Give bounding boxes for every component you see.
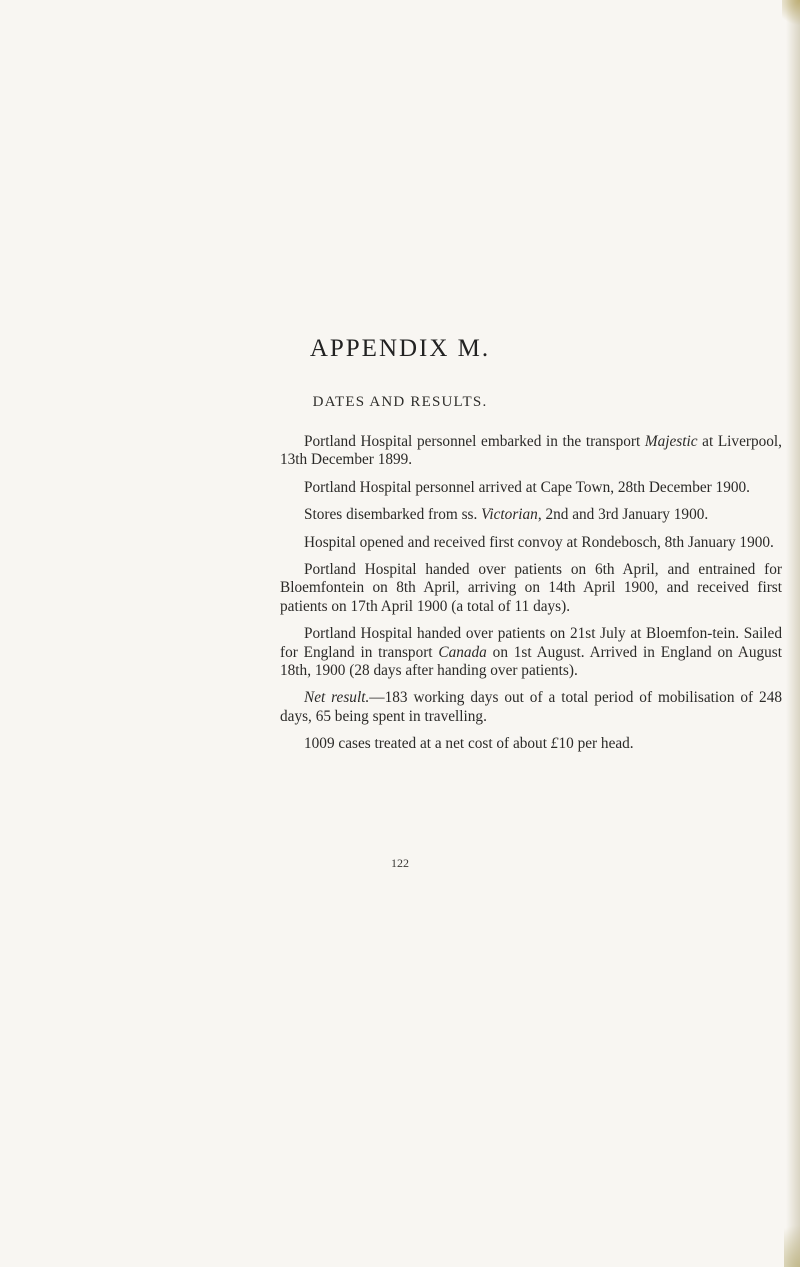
appendix-body: [280, 433, 782, 763]
page-number: 122: [391, 856, 409, 870]
paper-stain-top: [782, 0, 800, 26]
ship-name: Canada: [438, 643, 487, 661]
section-subtitle: DATES AND RESULTS.: [312, 394, 488, 410]
net-result-label: Net result.: [304, 689, 370, 707]
ship-name: Majestic: [644, 433, 698, 450]
paragraph-bloemfontein: Portland Hospital handed over patients on 6th April, and entrained for Bloemfontein on 8th April, arriving on 14th April 1900, and received first patients on 17th April 1900 (a total of 11 days).: [280, 561, 782, 615]
pound-sign: £: [550, 735, 559, 753]
paragraph-net-result: Net result.—183 working days out of a total period of mobilisation of 248 days, 65 being spent in travelling.: [280, 689, 783, 725]
paragraph-arrival: Portland Hospital personnel arrived at Cape Town, 28th December 1900.: [304, 478, 750, 496]
ship-name: Victorian: [481, 506, 538, 524]
paragraph-cases-treated: 1009 cases treated at a net cost of about £10 per head.: [304, 735, 634, 753]
page-edge-shadow: [786, 0, 800, 1267]
paragraph-hospital-opened: Hospital opened and received first convoy at Rondebosch, 8th January 1900.: [304, 533, 774, 551]
paragraph-return: Portland Hospital handed over patients on 21st July at Bloemfon-tein. Sailed for England in transport Canada on 1st August. Arrived in England on August 18th, 1900 (28 days after handing over patients).: [280, 625, 783, 680]
paragraph-embarkation: Portland Hospital personnel embarked in the transport Majestic at Liverpool, 13th December 1899.: [280, 433, 782, 469]
paper-stain-bottom: [784, 1217, 800, 1267]
paragraph-stores: Stores disembarked from ss. Victorian, 2nd and 3rd January 1900.: [304, 506, 709, 524]
appendix-title: APPENDIX M.: [309, 335, 491, 362]
